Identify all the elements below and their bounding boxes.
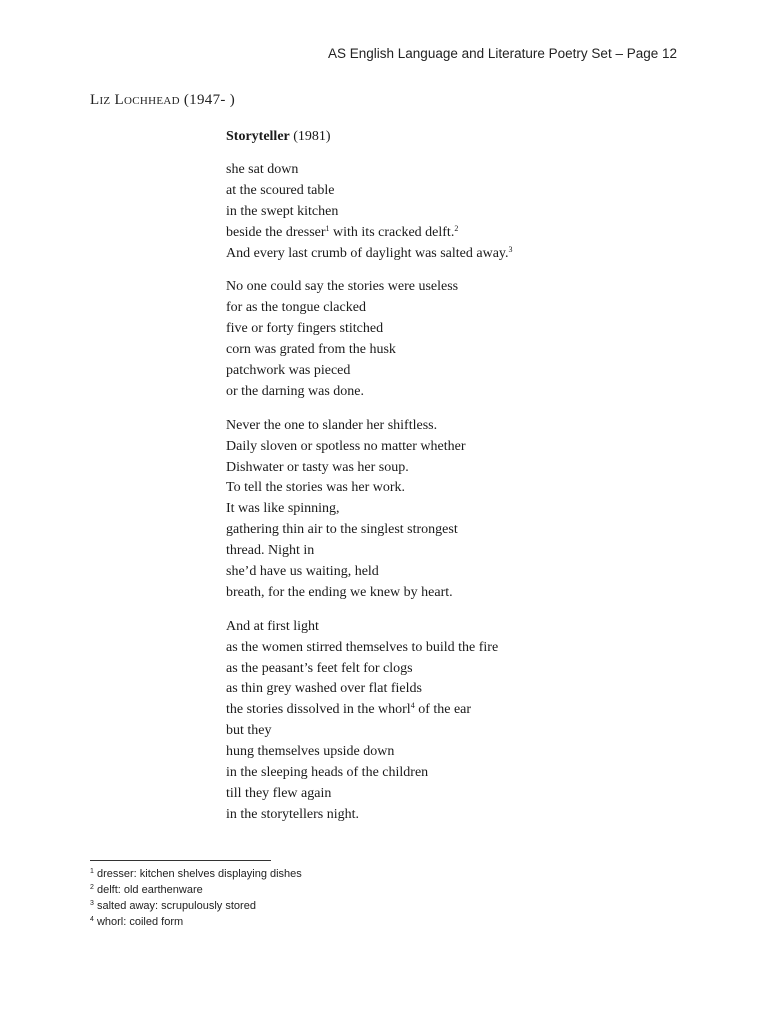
poem-line: Dishwater or tasty was her soup. (226, 459, 409, 475)
poem-line: gathering thin air to the singlest strongest (226, 522, 458, 538)
poem-line: or the darning was done. (226, 383, 365, 399)
poem-line: Daily sloven or spotless no matter whether (226, 438, 466, 454)
footnote-text: salted away: scrupulously stored (93, 900, 256, 912)
footnote-text: delft: old earthenware (93, 884, 203, 896)
poet-name: Liz Lochhead (1947- ) (90, 92, 236, 108)
line-text: the stories dissolved in the whorl (226, 702, 411, 718)
footnote-ref[interactable]: 1 (325, 223, 330, 233)
poem-line: in the swept kitchen (226, 203, 339, 219)
footnote (90, 866, 302, 882)
poem-line: at the scoured table (226, 182, 335, 198)
poem-line: To tell the stories was her work. (226, 480, 406, 496)
poem-line: as thin grey washed over flat fields (226, 681, 422, 697)
poem-line: in the storytellers night. (226, 806, 359, 822)
poem-line: hung themselves upside down (226, 744, 395, 760)
poem-line (226, 223, 686, 244)
poem-line: as the peasant’s feet felt for clogs (226, 660, 413, 676)
footnote-number: 4 (90, 916, 94, 923)
poem (226, 127, 686, 839)
footnote-text: dresser: kitchen shelves displaying dishes (93, 868, 302, 880)
poem-year: (1981) (289, 129, 331, 144)
poem-line (226, 700, 686, 721)
poem-title (226, 127, 686, 147)
footnote-number: 1 (90, 868, 94, 875)
stanza-1 (226, 160, 686, 264)
poem-line: in the sleeping heads of the children (226, 765, 429, 781)
poem-line: she’d have us waiting, held (226, 564, 379, 580)
footnote-number: 2 (90, 884, 94, 891)
poem-line: patchwork was pieced (226, 363, 351, 379)
poem-line: Never the one to slander her shiftless. (226, 417, 438, 433)
footnote (90, 914, 302, 930)
poem-line: No one could say the stories were useless (226, 279, 459, 295)
footnote-divider (90, 860, 271, 861)
poem-line: till they flew again (226, 785, 332, 801)
poem-line: she sat down (226, 162, 299, 177)
stanza-3 (226, 416, 686, 604)
footnote (90, 882, 302, 898)
footnote-ref[interactable]: 3 (508, 244, 513, 254)
poem-line: corn was grated from the husk (226, 342, 396, 358)
poem-line (226, 244, 686, 265)
footnotes (90, 866, 302, 930)
poem-title-text: Storyteller (226, 129, 290, 144)
footnote (90, 898, 302, 914)
line-text: beside the dresser (226, 224, 326, 240)
poem-line: for as the tongue clacked (226, 300, 366, 316)
poem-line: but they (226, 723, 272, 739)
poem-line: breath, for the ending we knew by heart. (226, 584, 453, 600)
line-text: with its cracked delft. (329, 224, 455, 240)
poem-line: thread. Night in (226, 543, 315, 559)
poem-line: It was like spinning, (226, 501, 340, 517)
footnote-ref[interactable]: 4 (410, 701, 415, 711)
line-text: of the ear (414, 702, 472, 718)
footnote-ref[interactable]: 2 (454, 223, 459, 233)
page-header: AS English Language and Literature Poetry Set – Page 12 (328, 46, 677, 61)
poem-line: as the women stirred themselves to build the fire (226, 639, 499, 655)
footnote-number: 3 (90, 900, 94, 907)
stanza-2 (226, 277, 686, 402)
poem-line: five or forty fingers stitched (226, 321, 384, 337)
footnote-text: whorl: coiled form (93, 916, 184, 928)
stanza-4 (226, 617, 686, 826)
line-text: And every last crumb of daylight was salted away. (226, 245, 509, 261)
poem-line: And at first light (226, 618, 319, 634)
